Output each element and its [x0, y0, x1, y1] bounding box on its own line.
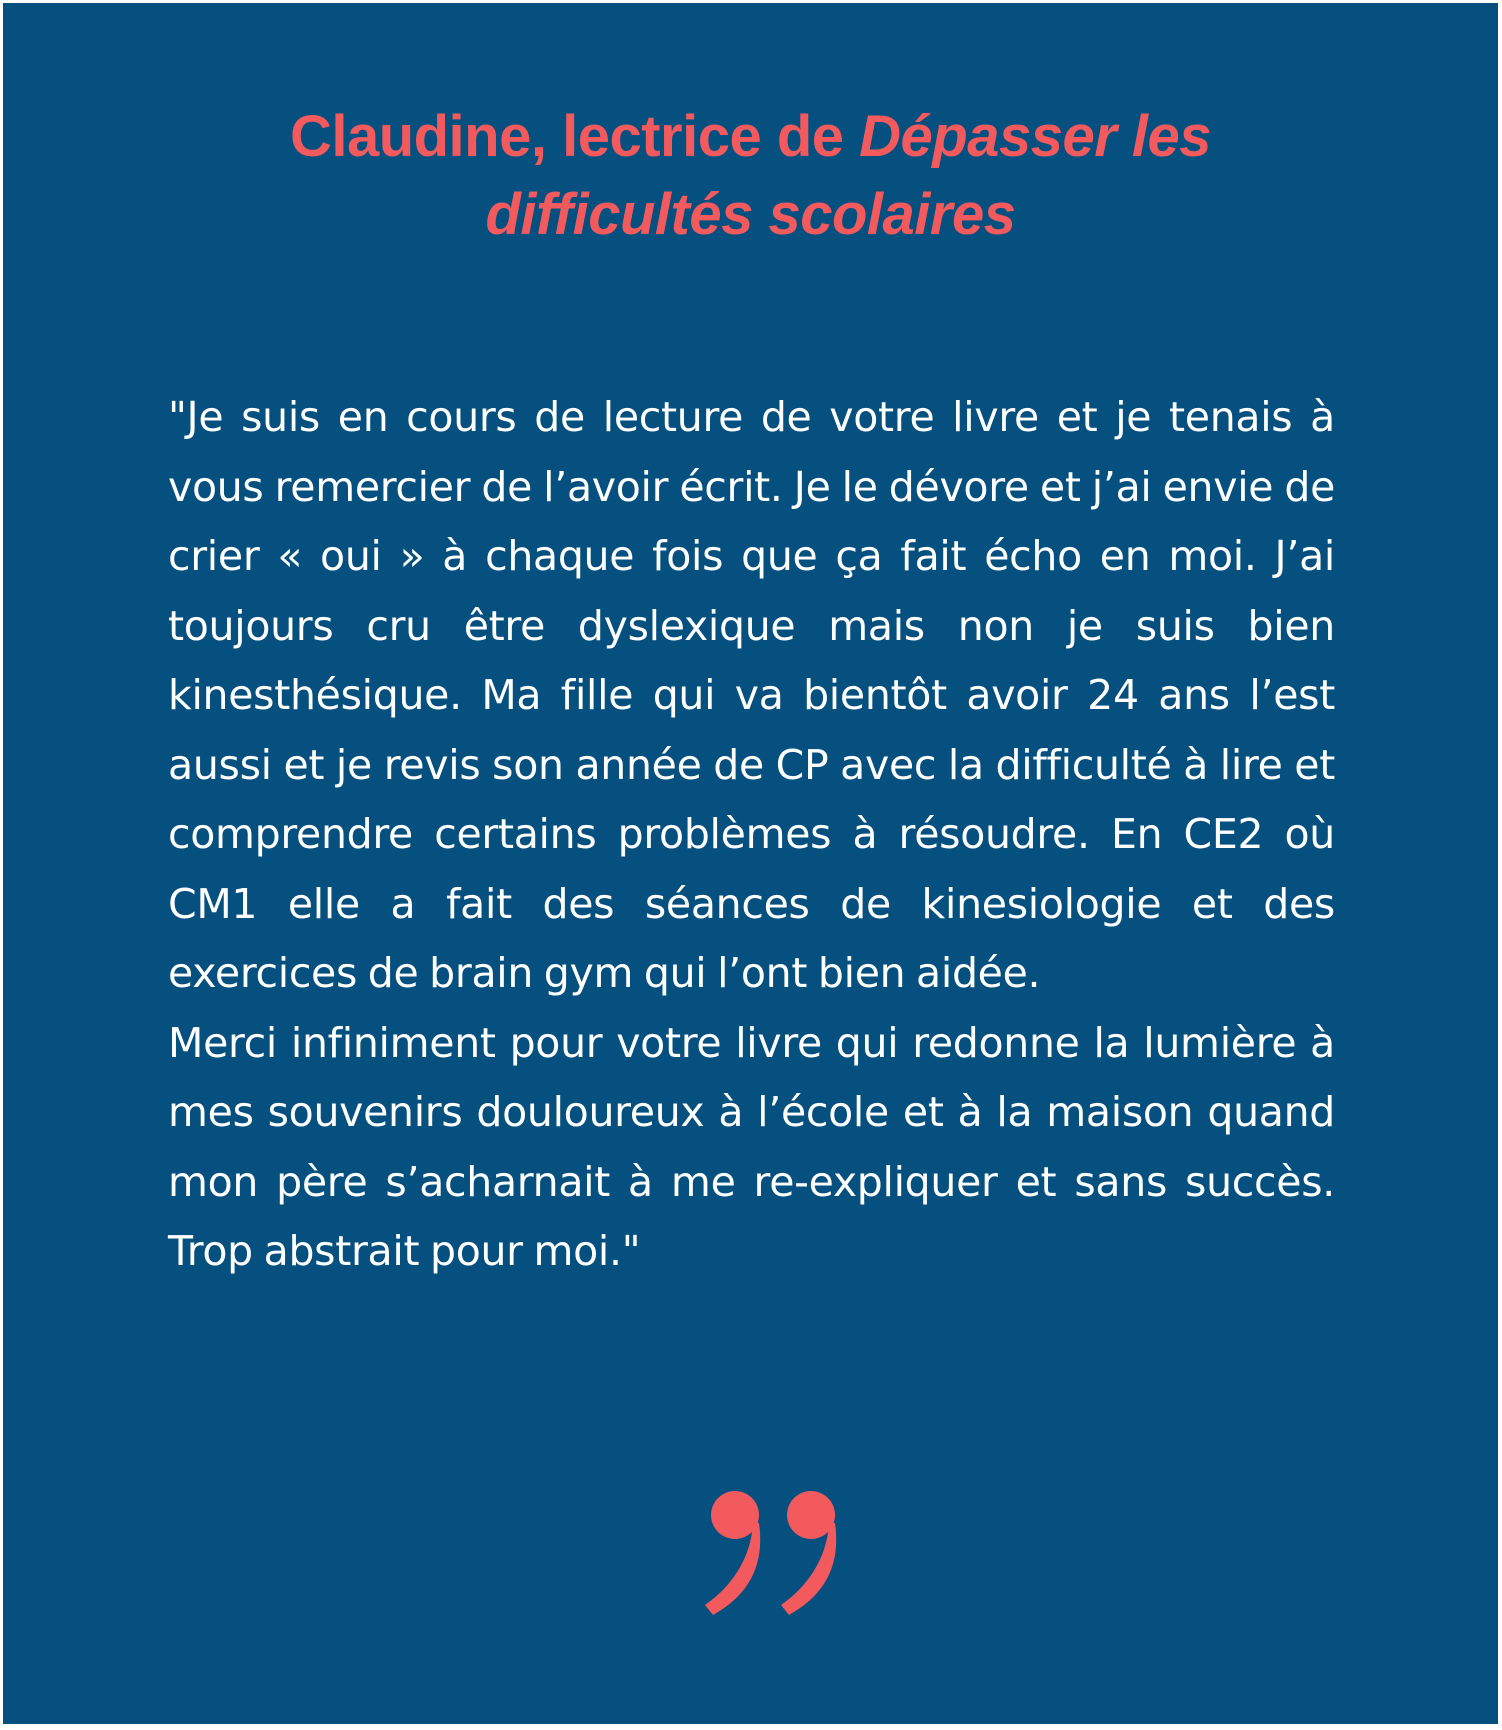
title-book-name-end: difficultés scolaires — [485, 182, 1016, 247]
testimonial-title — [3, 98, 1498, 254]
quote-paragraph-1: "Je suis en cours de lecture de votre livre et je tenais à vous remercier de l’avoir écrit. Je le dévore et j’ai envie de crier « oui » à chaque fois que ça fait écho en moi. J’ai toujours cru être dyslexique mais non je suis bien kinesthésique. Ma fille qui va bientôt avoir 24 ans l’est aussi et je revis son année de CP avec la difficulté à lire et comprendre certains problèmes à résoudre. En CE2 où CM1 elle a fait des séances de kinesiologie et des exercices de brain gym qui l’ont bien aidée. — [168, 393, 1335, 997]
title-author: Claudine, lectrice de — [289, 104, 860, 169]
testimonial-quote — [168, 383, 1335, 1287]
title-line-2 — [3, 176, 1498, 254]
testimonial-card — [3, 3, 1498, 1724]
title-book-name-start: Dépasser les — [859, 104, 1212, 169]
closing-quote-icon — [703, 1487, 853, 1627]
title-line-1 — [3, 98, 1498, 176]
quote-paragraph-2: Merci infiniment pour votre livre qui redonne la lumière à mes souvenirs douloureux à l’école et à la maison quand mon père s’acharnait à me re-expliquer et sans succès. Trop abstrait pour moi." — [168, 1018, 1335, 1275]
